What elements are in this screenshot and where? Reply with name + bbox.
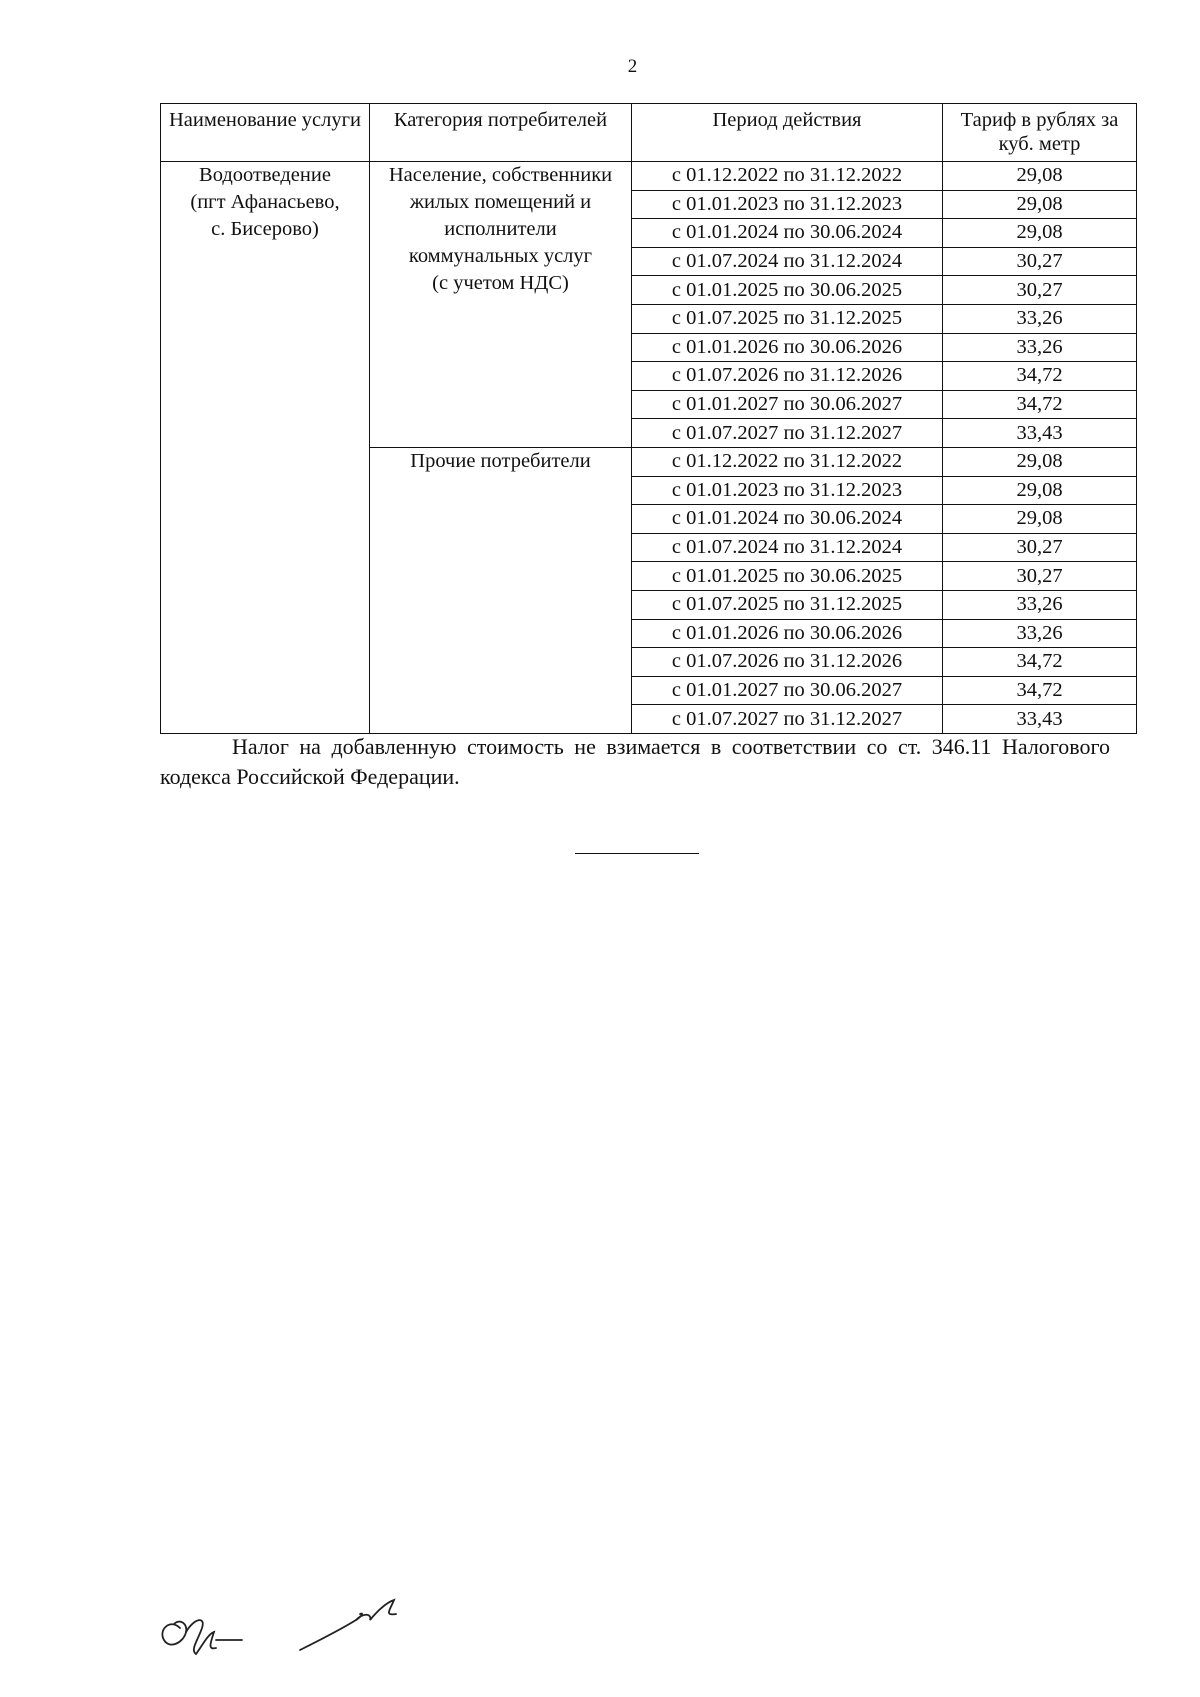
period-cell: с 01.01.2026 по 30.06.2026 <box>632 619 943 648</box>
period-cell: с 01.01.2024 по 30.06.2024 <box>632 219 943 248</box>
header-category: Категория потребителей <box>370 104 632 162</box>
period-cell: с 01.07.2024 по 31.12.2024 <box>632 533 943 562</box>
period-cell: с 01.07.2026 по 31.12.2026 <box>632 362 943 391</box>
initials-signature <box>150 1588 450 1668</box>
category-line: (с учетом НДС) <box>432 272 569 294</box>
tariff-table <box>160 103 1137 734</box>
period-cell: с 01.01.2027 по 30.06.2027 <box>632 390 943 419</box>
period-cell: с 01.01.2025 по 30.06.2025 <box>632 276 943 305</box>
tariff-cell: 33,43 <box>943 705 1137 734</box>
period-cell: с 01.01.2023 по 31.12.2023 <box>632 476 943 505</box>
category-line: Прочие потребители <box>410 449 591 472</box>
period-cell: с 01.07.2026 по 31.12.2026 <box>632 648 943 677</box>
category-line: коммунальных услуг <box>408 245 593 267</box>
period-cell: с 01.12.2022 по 31.12.2022 <box>632 447 943 476</box>
category-line: исполнители <box>444 218 557 240</box>
table-row <box>161 162 1137 191</box>
service-name-line: Водоотведение <box>199 164 331 186</box>
table-body <box>161 162 1137 734</box>
period-cell: с 01.07.2027 по 31.12.2027 <box>632 705 943 734</box>
period-cell: с 01.12.2022 по 31.12.2022 <box>632 162 943 191</box>
tariff-cell: 34,72 <box>943 390 1137 419</box>
service-name-line: с. Бисерово) <box>211 218 319 240</box>
tariff-cell: 34,72 <box>943 676 1137 705</box>
table-header-row <box>161 104 1137 162</box>
period-cell: с 01.01.2023 по 31.12.2023 <box>632 190 943 219</box>
header-tariff: Тариф в рублях за куб. метр <box>943 104 1137 162</box>
end-divider <box>575 853 699 854</box>
tariff-cell: 34,72 <box>943 648 1137 677</box>
tariff-cell: 29,08 <box>943 447 1137 476</box>
page-number: 2 <box>627 56 638 77</box>
period-cell: с 01.07.2025 по 31.12.2025 <box>632 590 943 619</box>
tariff-cell: 33,43 <box>943 419 1137 448</box>
tariff-cell: 29,08 <box>943 476 1137 505</box>
vat-footnote: Налог на добавленную стоимость не взимается в соответствии со ст. 346.11 Налогового кодекса Российской Федерации. <box>160 734 1110 789</box>
period-cell: с 01.07.2027 по 31.12.2027 <box>632 419 943 448</box>
tariff-cell: 30,27 <box>943 533 1137 562</box>
period-cell: с 01.07.2025 по 31.12.2025 <box>632 304 943 333</box>
period-cell: с 01.01.2026 по 30.06.2026 <box>632 333 943 362</box>
period-cell: с 01.07.2024 по 31.12.2024 <box>632 247 943 276</box>
tariff-cell: 29,08 <box>943 219 1137 248</box>
period-cell: с 01.01.2025 по 30.06.2025 <box>632 562 943 591</box>
tariff-cell: 29,08 <box>943 190 1137 219</box>
service-name-line: (пгт Афанасьево, <box>190 191 340 213</box>
category-cell <box>370 447 632 733</box>
tariff-cell: 33,26 <box>943 333 1137 362</box>
tariff-cell: 30,27 <box>943 247 1137 276</box>
category-cell <box>370 162 632 448</box>
category-line: Население, собственники <box>388 164 613 186</box>
tariff-cell: 33,26 <box>943 619 1137 648</box>
period-cell: с 01.01.2027 по 30.06.2027 <box>632 676 943 705</box>
tariff-cell: 29,08 <box>943 162 1137 191</box>
tariff-cell: 29,08 <box>943 505 1137 534</box>
period-cell: с 01.01.2024 по 30.06.2024 <box>632 505 943 534</box>
header-period: Период действия <box>632 104 943 162</box>
tariff-cell: 30,27 <box>943 276 1137 305</box>
tariff-cell: 33,26 <box>943 590 1137 619</box>
tariff-cell: 34,72 <box>943 362 1137 391</box>
service-name-cell <box>161 162 370 734</box>
category-line: жилых помещений и <box>409 191 592 213</box>
tariff-cell: 33,26 <box>943 304 1137 333</box>
tariff-cell: 30,27 <box>943 562 1137 591</box>
header-service: Наименование услуги <box>161 104 370 162</box>
